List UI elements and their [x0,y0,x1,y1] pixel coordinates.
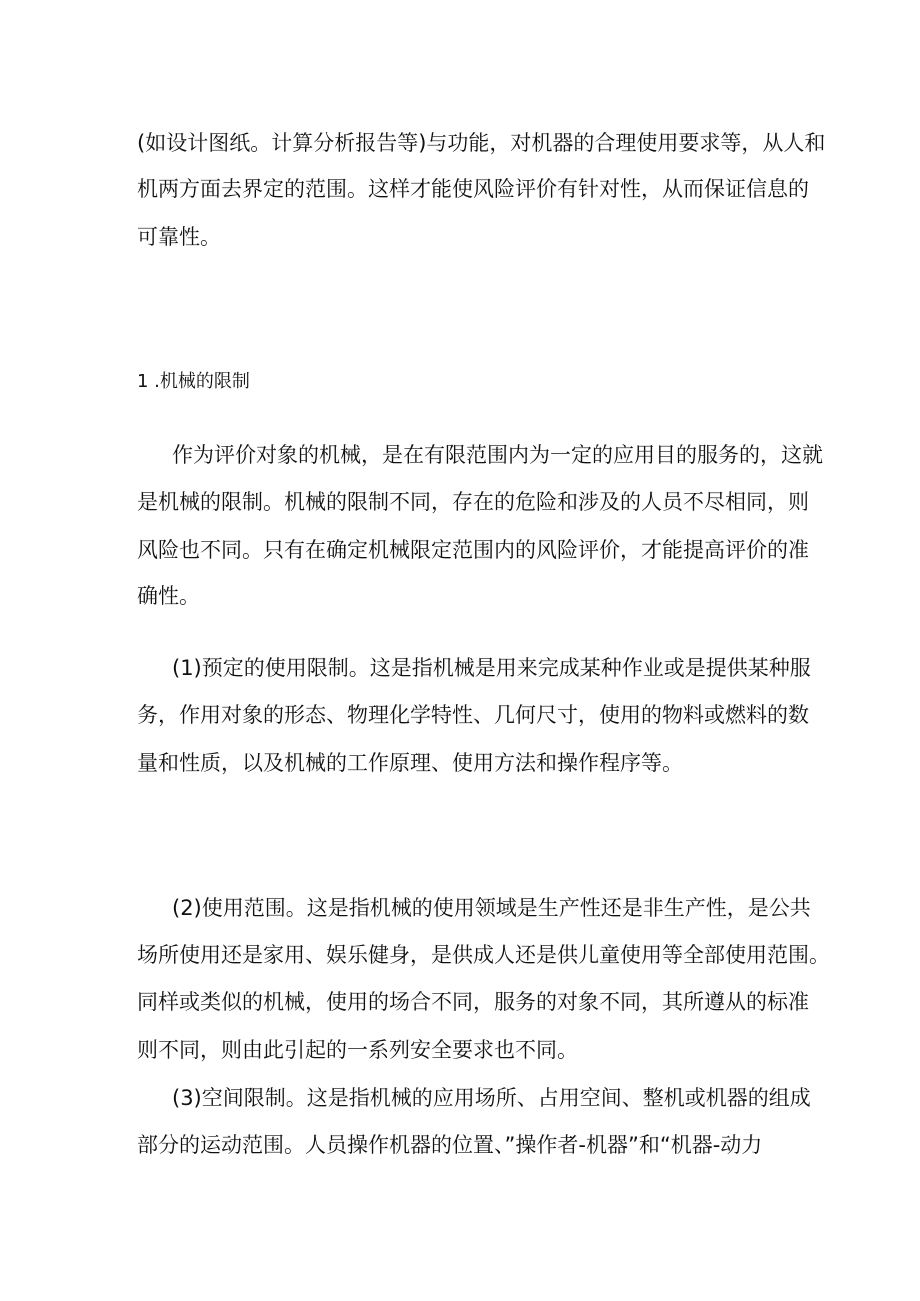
item3-line-1: (3)空间限制。这是指机械的应用场所、占用空间、整机或机器的组成 [172,1086,811,1110]
item1-line-3: 量和性质，以及机械的工作原理、使用方法和操作程序等。 [137,751,683,775]
para1-line-1: 作为评价对象的机械，是在有限范围内为一定的应用目的服务的，这就 [172,443,823,467]
para1-line-3: 风险也不同。只有在确定机械限定范围内的风险评价，才能提高评价的准 [137,538,809,562]
item1-line-1: (1)预定的使用限制。这是指机械是用来完成某种作业或是提供某种服 [172,656,811,680]
item2-line-3: 同样或类似的机械，使用的场合不同，服务的对象不同，其所遵从的标准 [137,990,809,1014]
intro-line-1: (如设计图纸。计算分析报告等)与功能，对机器的合理使用要求等，从人和 [137,131,826,155]
item3-line-2: 部分的运动范围。人员操作机器的位置、”操作者-机器”和“机器-动力 [137,1133,763,1157]
item1-line-2: 务，作用对象的形态、物理化学特性、几何尺寸，使用的物料或燃料的数 [137,703,809,727]
para1-line-4: 确性。 [137,584,200,608]
para1-line-2: 是机械的限制。机械的限制不同，存在的危险和涉及的人员不尽相同，则 [137,490,809,514]
intro-line-3: 可靠性。 [137,225,221,249]
section-heading: 1 .机械的限制 [137,371,250,392]
item2-line-4: 则不同，则由此引起的一系列安全要求也不同。 [137,1038,578,1062]
item2-line-2: 场所使用还是家用、娱乐健身，是供成人还是供儿童使用等全部使用范围。 [137,943,830,967]
item2-line-1: (2)使用范围。这是指机械的使用领域是生产性还是非生产性，是公共 [172,896,811,920]
intro-line-2: 机两方面去界定的范围。这样才能使风险评价有针对性，从而保证信息的 [137,177,809,201]
